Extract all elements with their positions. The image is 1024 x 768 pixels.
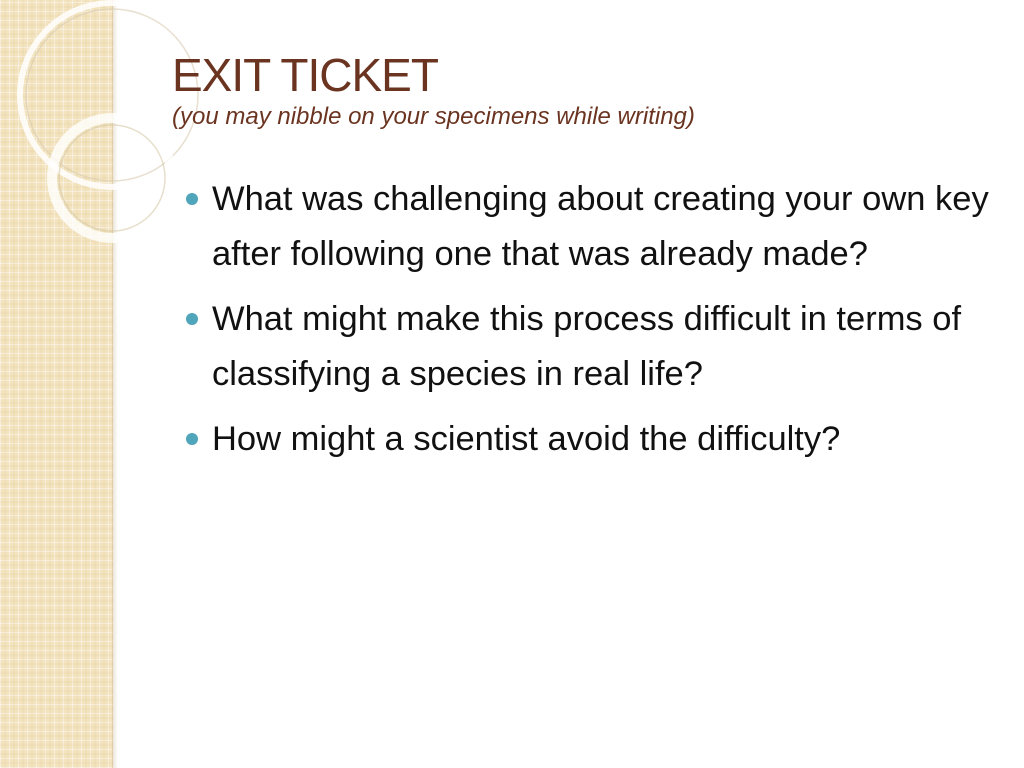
bullet-item-2 [186,292,996,402]
bullet-text: What was challenging about creating your own key after following one that was already made? [212,180,989,273]
slide-title: EXIT TICKET [172,49,438,101]
bullet-item-3 [186,412,996,467]
bullet-marker-icon [186,313,198,325]
bullet-item-1 [186,172,996,282]
bullet-marker-icon [186,193,198,205]
bullet-text: How might a scientist avoid the difficulty? [212,420,841,458]
title-block [172,48,992,132]
slide-subtitle: (you may nibble on your specimens while writing) [172,103,695,130]
bullet-text: What might make this process difficult in terms of classifying a species in real life? [212,300,962,393]
decorative-rings [0,0,200,260]
bullet-marker-icon [186,433,198,445]
bullet-list [186,172,996,477]
